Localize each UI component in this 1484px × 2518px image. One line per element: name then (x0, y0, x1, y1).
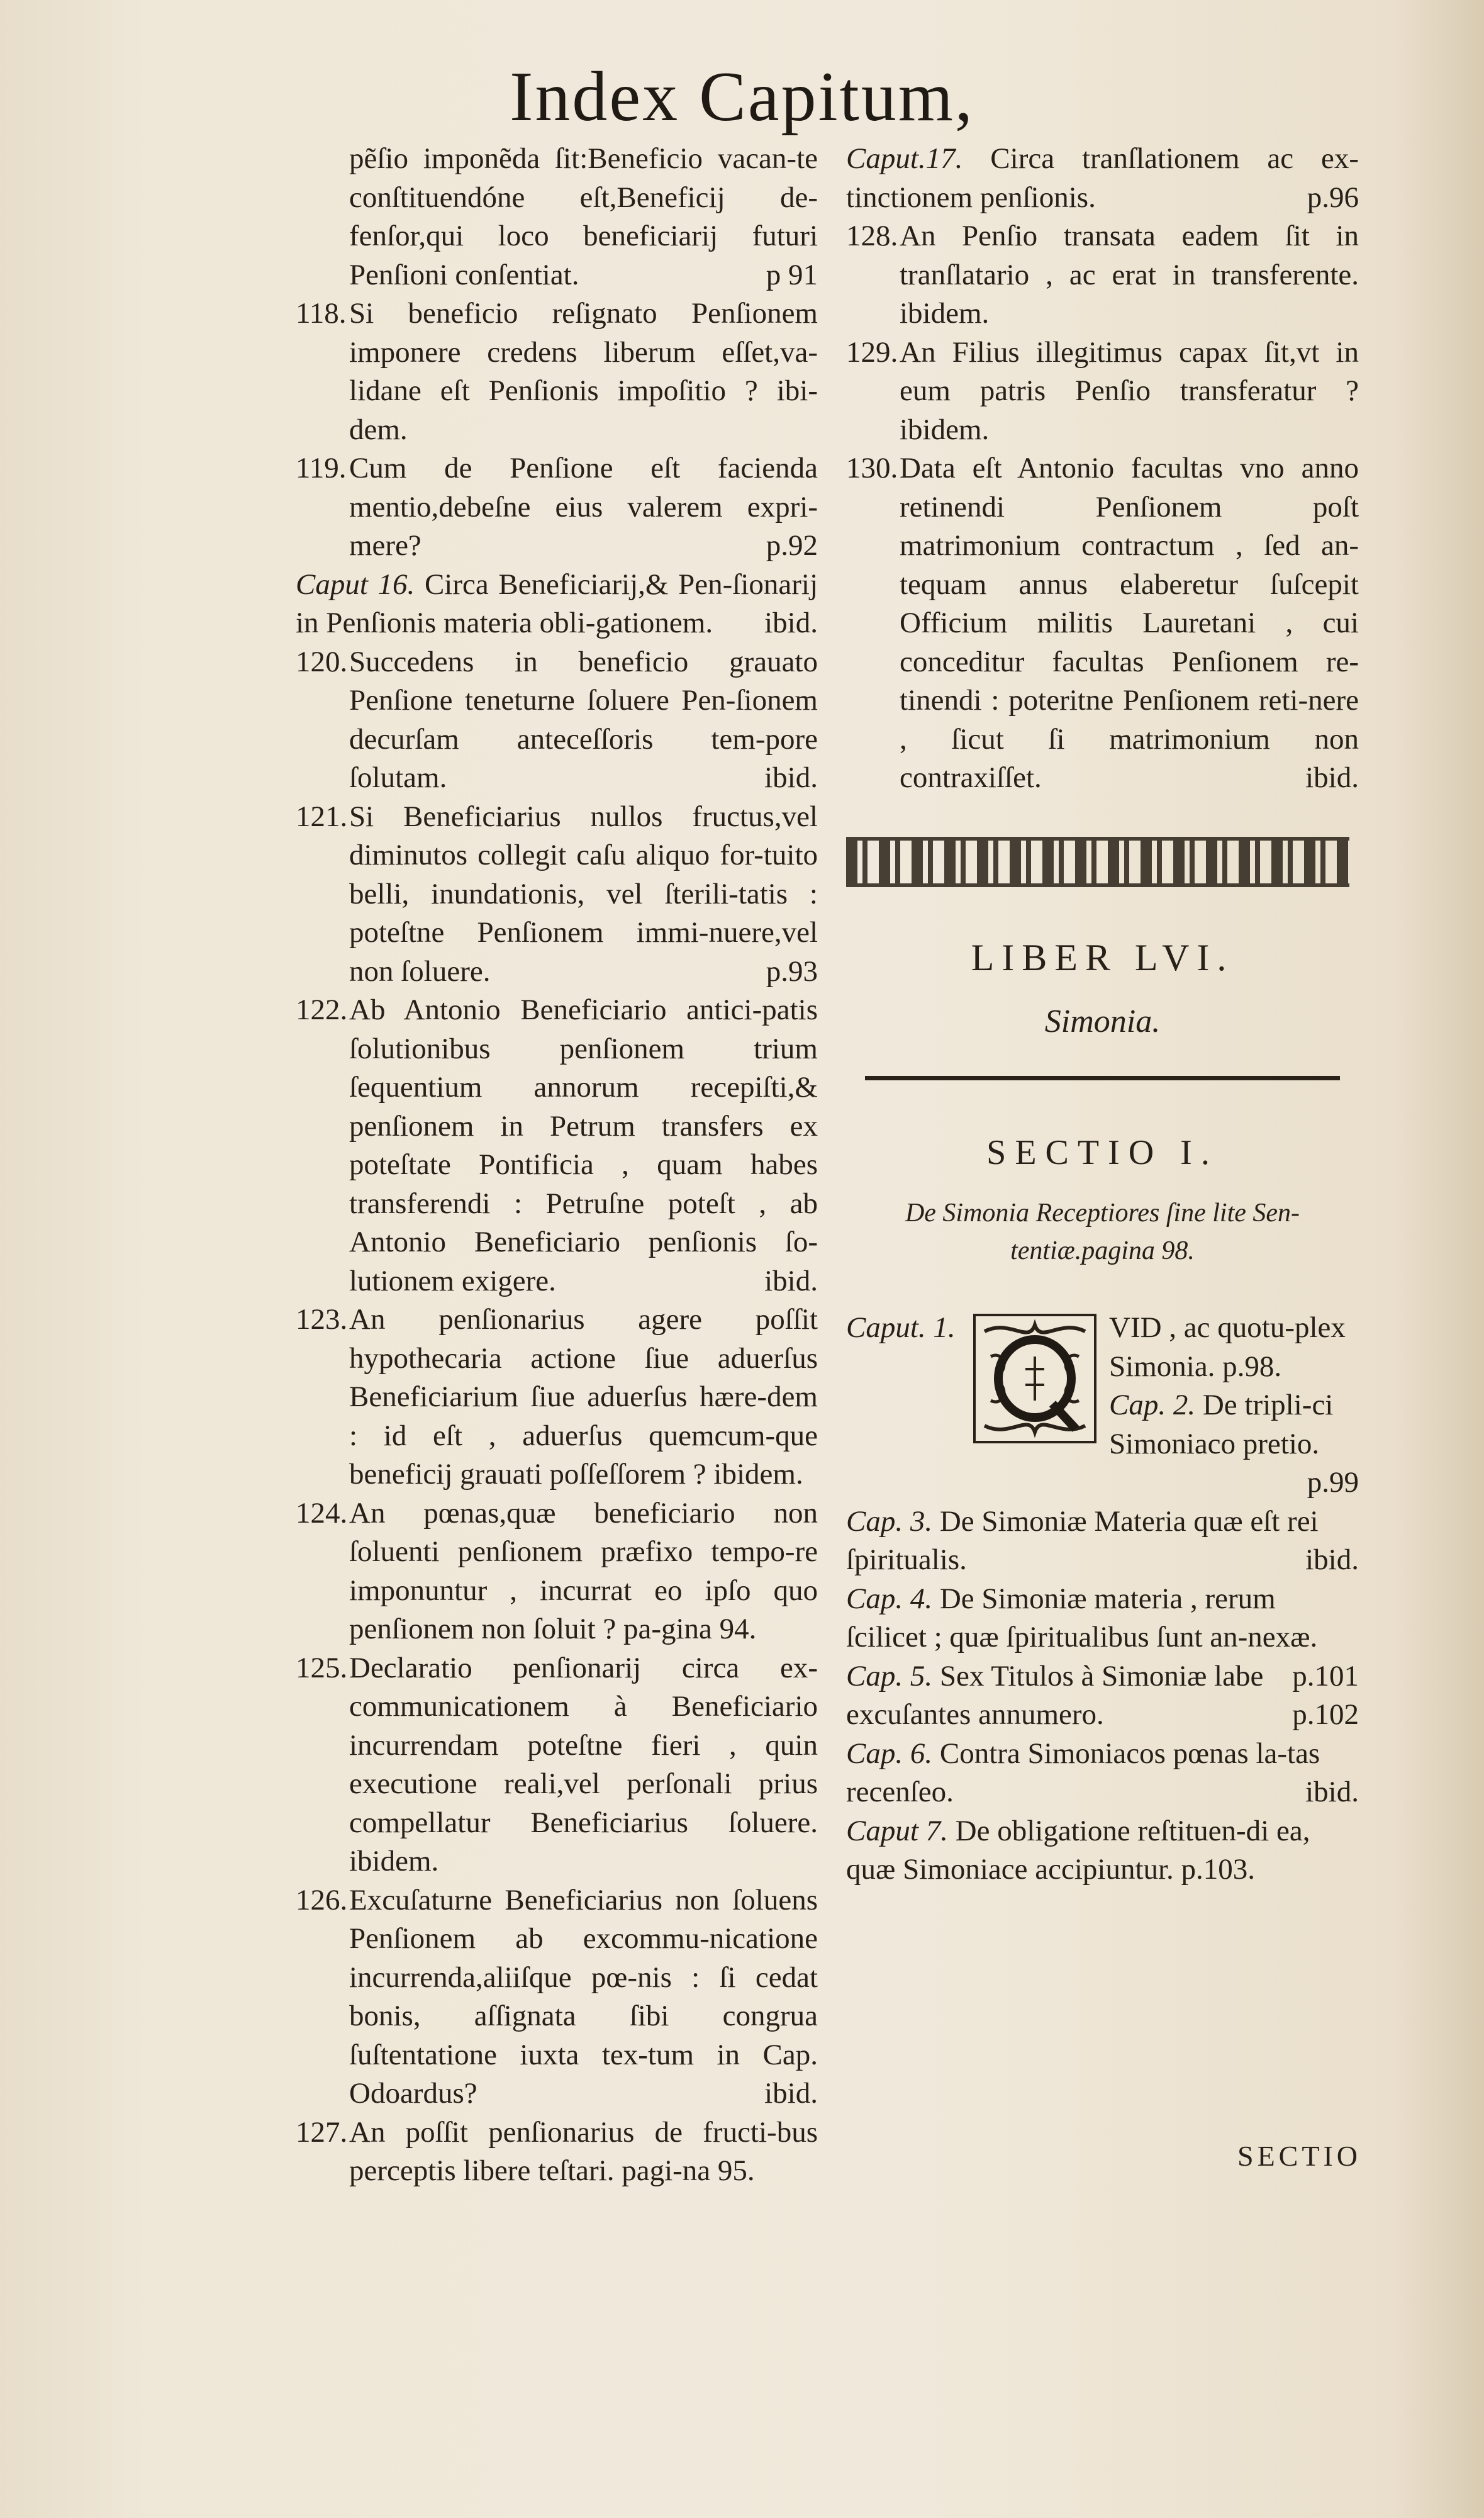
entry-number: 121. (296, 800, 348, 833)
page-ref: ibid. (764, 2077, 818, 2110)
liber-subject: Simonia. (1044, 1004, 1161, 1039)
index-entry (846, 140, 1359, 217)
right-column (846, 140, 1359, 1889)
chapter-entry (846, 1502, 1359, 1580)
page-ref: ibid. (764, 1264, 818, 1297)
caput-label: Caput.17. (846, 142, 963, 175)
chapter-text: De tripli-ci Simoniaco pretio. (1109, 1389, 1334, 1460)
index-entry (296, 643, 818, 798)
entry-text: An Penſio transata eadem ſit in tranſlatario , ac erat in transferente. ibidem. (900, 220, 1359, 330)
entry-text: Si beneficio reſignato Penſionem imponere credens liberum eſſet,va-lidane eſt Penſionis impoſitio ? ibi-dem. (349, 297, 818, 446)
entry-number: 122. (296, 993, 348, 1026)
entry-text: pẽſio imponẽda ſit:Beneficio vacan-te conſtituendóne eſt,Beneficij de-fenſor,qui loco beneficiarij futuri Penſioni conſentiat. p 91 (349, 140, 818, 294)
horizontal-rule (865, 1076, 1340, 1080)
index-entry (296, 140, 818, 294)
chapter-text: VID , ac quotu-plex Simonia. p.98. (1109, 1311, 1346, 1383)
page-ref: p.101 (1292, 1659, 1359, 1693)
chapter-entry (846, 1309, 1359, 1386)
entry-text: Caput.17. Circa tranſlationem ac ex-tinctionem penſionis. p.96 (846, 140, 1359, 217)
chapter-text: Sex Titulos à Simoniæ labe excuſantes annumero. (846, 1659, 1264, 1731)
sectio-subtitle: De Simonia Receptiores ſine lite Sen-tentiæ.pagina 98. (905, 1199, 1300, 1265)
entry-text: Cum de Penſione eſt facienda mentio,debeſne eius valerem expri-mere? p.92 (349, 449, 818, 566)
chapter-text: Contra Simoniacos pœnas la-tas recenſeo. (846, 1737, 1320, 1808)
entry-text: An Filius illegitimus capax ſit,vt in eum patris Penſio transferatur ? ibidem. (900, 335, 1359, 446)
entry-text: Declaratio penſionarij circa ex-communicationem à Beneficiario incurrendam poteſtne fieri , quin executione reali,vel perſonali prius compellatur Beneficiarius ſoluere. ibidem. (349, 1651, 818, 1877)
page-ref: ibid. (1305, 1776, 1359, 1808)
chapter-entry (846, 1735, 1359, 1812)
chapter-entry (846, 1386, 1359, 1499)
chapter-entry (846, 1812, 1359, 1889)
index-entry (296, 566, 818, 643)
entry-text: An poſſit penſionarius de fructi-bus perceptis libere teſtari. pagi-na 95. (349, 2115, 818, 2187)
index-entry (296, 1881, 818, 2113)
chapter-label: Caput 7. (846, 1814, 948, 1847)
entry-text: Succedens in beneficio grauato Penſione teneturne ſoluere Pen-ſionem decurſam anteceſſoris tem-pore ſolutam. ibid. (349, 643, 818, 798)
index-entry (296, 1649, 818, 1881)
entry-number: 123. (296, 1303, 348, 1336)
index-entry (846, 217, 1359, 333)
chapter-entry (846, 1657, 1359, 1735)
sectio-heading: SECTIO I. (986, 1133, 1219, 1172)
running-head: Index Capitum, (510, 58, 974, 136)
entry-number: 130. (846, 452, 898, 484)
chapter-label: Caput. 1. (846, 1311, 956, 1344)
page-ref: p.96 (1307, 181, 1359, 214)
chapter-label: Cap. 5. (846, 1659, 933, 1693)
caput-label: Caput 16. (296, 568, 415, 601)
entry-number: 125. (296, 1651, 348, 1684)
page-ref: ibid. (1305, 1543, 1359, 1576)
index-entry (296, 991, 818, 1301)
left-column (296, 140, 818, 2191)
chapter-label: Cap. 6. (846, 1737, 933, 1770)
page-ref: ibid. (764, 607, 818, 639)
index-entry (296, 1494, 818, 1649)
entry-number: 129. (846, 335, 898, 369)
index-entry (296, 1301, 818, 1494)
chapter-text: De Simoniæ Materia quæ eſt rei ſpiritualis. (846, 1504, 1319, 1576)
index-entry (846, 333, 1359, 450)
page-ref: ibid. (764, 761, 818, 794)
index-entry (296, 449, 818, 566)
page-ref: p.92 (766, 529, 818, 562)
entry-text: Ab Antonio Beneficiario antici-patis ſolutionibus penſionem trium ſequentium annorum recepiſti,& penſionem in Petrum transfers ex poteſtate Pontificia , quam habes transferendi : Petruſne poteſt , ab Antonio Beneficiario penſionis ſo-lutionem exigere. ibid. (349, 991, 818, 1301)
entry-text: Caput 16. Circa Beneficiarij,& Pen-ſionarij in Penſionis materia obli-gationem. ibid. (296, 566, 818, 643)
entry-number: 120. (296, 645, 348, 678)
ornamental-band (846, 837, 1349, 887)
chapter-text: De obligatione reſtituen-di ea, quæ Simoniace accipiuntur. p.103. (846, 1814, 1310, 1886)
chapter-text: De Simoniæ materia , rerum ſcilicet ; quæ ſpiritualibus ſunt an-nexæ. (846, 1582, 1318, 1653)
entry-number: 119. (296, 452, 347, 484)
index-entry (846, 449, 1359, 798)
page-ref: p.93 (766, 954, 818, 988)
entry-number: 124. (296, 1496, 348, 1530)
liber-heading: LIBER LVI. (971, 936, 1234, 978)
chapter-label: Cap. 2. (1109, 1389, 1196, 1421)
chapter-list (846, 1309, 1359, 1889)
catchword: SECTIO (1237, 2140, 1361, 2172)
entry-text: An penſionarius agere poſſit hypothecaria actione ſiue aduerſus Beneficiarium ſiue aduerſus hære-dem : id eſt , aduerſus quemcum-que beneficij grauati poſſeſſorem ? ibidem. (349, 1303, 818, 1491)
page-ref: p.102 (1292, 1698, 1359, 1731)
chapter-label: Cap. 4. (846, 1582, 933, 1615)
entry-text: Si Beneficiarius nullos fructus,vel diminutos collegit caſu aliquo for-tuito belli, inundationis, vel ſterili-tatis : poteſtne Penſionem immi-nuere,vel non ſoluere. p.93 (349, 798, 818, 992)
entry-number: 128. (846, 220, 898, 252)
index-entry (296, 2113, 818, 2191)
page-ref: p 91 (766, 258, 818, 291)
entry-text: Data eſt Antonio facultas vno anno retinendi Penſionem poſt matrimonium contractum , ſed an-tequam annus elaberetur ſuſcepit Officium militis Lauretani , cui conceditur facultas Penſionem re-tinendi : poteritne Penſionem reti-nere , ſicut ſi matrimonium non contraxiſſet. ibid. (900, 449, 1359, 798)
entry-text: An pœnas,quæ beneficiario non ſoluenti penſionem præfixo tempo-re imponuntur , incurrat eo ipſo quo penſionem non ſoluit ? pa-gina 94. (349, 1496, 818, 1645)
chapter-label: Cap. 3. (846, 1504, 933, 1538)
entry-number: 126. (296, 1883, 348, 1916)
index-entry (296, 798, 818, 992)
entry-text: Excuſaturne Beneficiarius non ſoluens Penſionem ab excommu-nicatione incurrenda,aliiſque pœ-nis : ſi cedat bonis, aſſignata ſibi congrua ſuſtentatione iuxta tex-tum in Cap. Odoardus? ibid. (349, 1881, 818, 2113)
page-ref: ibid. (1305, 761, 1359, 794)
entry-number: 118. (296, 297, 347, 330)
page-ref: p.99 (1307, 1466, 1359, 1499)
index-entry (296, 294, 818, 449)
entry-number: 127. (296, 2115, 348, 2149)
